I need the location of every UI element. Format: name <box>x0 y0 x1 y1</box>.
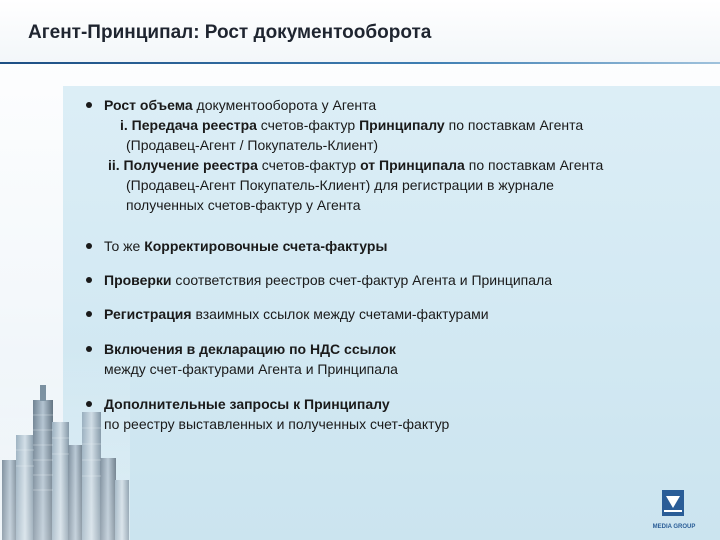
subitem-ii-line3: полученных счетов-фактур у Агента <box>126 197 361 213</box>
logo-caption: MEDIA GROUP <box>652 524 696 530</box>
title-divider <box>0 62 720 64</box>
subitem-text-2: по поставкам Агента <box>464 157 604 173</box>
bullet-normal: взаимных ссылок между счетами-фактурами <box>191 306 489 322</box>
subitem-marker: i. <box>120 117 128 133</box>
bullet-bold: Включения в декларацию по НДС ссылок <box>104 341 396 357</box>
subitem-ii-line2: (Продавец-Агент Покупатель-Клиент) для регистрации в журнале <box>126 177 554 193</box>
bullet-dot <box>86 277 92 283</box>
subitem-bold: Получение реестра <box>119 157 258 173</box>
subitem-text: счетов-фактур <box>257 157 361 173</box>
bullet-text <box>104 394 704 414</box>
slide-header <box>0 0 720 64</box>
bullet-text-line2: между счет-фактурами Агента и Принципала <box>104 361 398 377</box>
bullet-text <box>104 236 704 256</box>
slide-title: Агент-Принципал: Рост документооборота <box>28 22 432 43</box>
subitem-i-line2: (Продавец-Агент / Покупатель-Клиент) <box>126 137 379 153</box>
subitem-i <box>120 115 583 135</box>
bullet-dot <box>86 401 92 407</box>
subitem-text-2: по поставкам Агента <box>444 117 584 133</box>
bullet-normal: документооборота у Агента <box>192 97 377 113</box>
bullet-text <box>104 95 704 115</box>
subitem-bold: Передача реестра <box>127 117 257 133</box>
bullet-dot <box>86 346 92 352</box>
bullet-dot <box>86 243 92 249</box>
bullet-text <box>104 270 704 290</box>
bullet-bold: Корректировочные счета-фактуры <box>144 238 388 254</box>
subitem-bold-2: Принципалу <box>359 117 445 133</box>
bullet-bold: Дополнительные запросы к Принципалу <box>104 396 390 412</box>
bullet-bold: Рост объема <box>104 97 193 113</box>
subitem-marker: ii. <box>108 157 120 173</box>
bullet-normal: соответствия реестров счет-фактур Агента и Принципала <box>171 272 553 288</box>
bullet-text-line2: по реестру выставленных и полученных счет-фактур <box>104 416 450 432</box>
bullet-text <box>104 304 704 324</box>
subitem-bold-2: от Принципала <box>360 157 465 173</box>
bullet-text <box>104 339 704 359</box>
bullet-bold: Проверки <box>104 272 172 288</box>
company-logo <box>652 488 696 534</box>
bullet-dot <box>86 102 92 108</box>
subitem-text: счетов-фактур <box>256 117 360 133</box>
bullet-bold: Регистрация <box>104 306 192 322</box>
bullet-normal: То же <box>104 238 145 254</box>
bullet-dot <box>86 311 92 317</box>
subitem-ii <box>108 155 603 175</box>
